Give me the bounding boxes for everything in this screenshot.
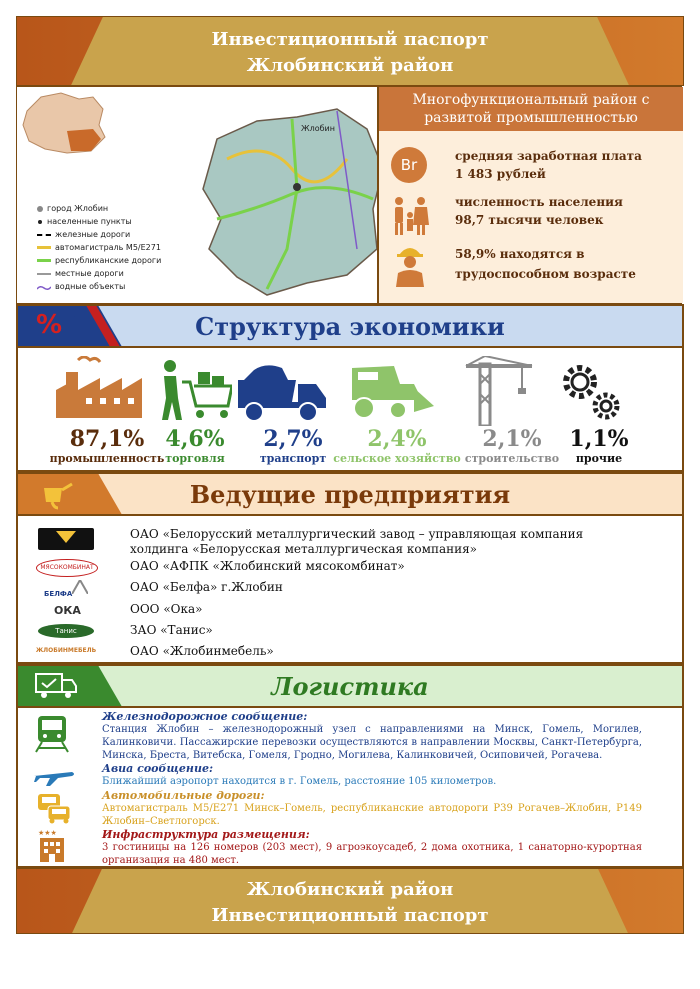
economy-label: торговля <box>165 452 225 465</box>
enterprises-title: Ведущие предприятия <box>189 480 511 509</box>
economy-label: транспорт <box>259 452 327 465</box>
economy-value: 2,4% <box>367 426 427 452</box>
myasokombinat-logo: МЯСОКОМБИНАТ <box>36 559 98 577</box>
profile-panel: Многофункциональный район с развитой промышленностью Br средняя заработная плата 1 483 рублей численность населения 98,7 тысячи человек 58,9% находятся в трудоспособном возрасте <box>377 87 683 303</box>
legend-item: местные дороги <box>37 269 124 278</box>
economy-value: 2,7% <box>263 426 323 452</box>
legend-item: республиканские дороги <box>37 256 161 265</box>
district-map <box>197 99 387 299</box>
gears-icon <box>556 358 626 426</box>
logistics-header <box>18 666 682 708</box>
economy-label: строительство <box>464 452 560 465</box>
crane-icon <box>464 356 534 426</box>
worker-icon <box>393 243 427 287</box>
economy-label: промышленность <box>49 452 165 465</box>
enterprise-name: ОАО «Белфа» г.Жлобин <box>130 580 283 594</box>
enterprises-header <box>18 474 682 516</box>
hotel-icon <box>34 828 70 862</box>
enterprise-name: ОАО «Белорусский металлургический завод – управляющая компания холдинга «Белорусская металлургическая компания» <box>130 527 584 556</box>
percent-icon: % <box>36 310 63 340</box>
legend-item: город Жлобин <box>37 204 108 213</box>
family-icon <box>389 195 431 237</box>
enterprise-name: ОАО «АФПК «Жлобинский мясокомбинат» <box>130 559 405 573</box>
footer-line1: Жлобинский район <box>246 879 454 900</box>
header-banner <box>16 16 684 86</box>
shopping-cart-icon <box>158 358 232 420</box>
factory-icon <box>56 356 142 418</box>
city-dot-icon <box>37 206 43 212</box>
enterprises-section <box>16 472 684 664</box>
overview-section <box>16 86 682 304</box>
economy-value: 87,1% <box>69 426 145 452</box>
enterprise-name: ООО «Ока» <box>130 602 203 616</box>
economy-header <box>18 306 682 348</box>
train-icon <box>32 714 72 754</box>
belfa-logo: БЕЛФА <box>44 580 94 598</box>
economy-value: 2,1% <box>482 426 542 452</box>
bmz-logo <box>38 528 94 550</box>
footer-banner <box>16 868 684 934</box>
local-road-icon <box>37 273 51 275</box>
oka-logo: ОКА <box>54 604 81 617</box>
economy-value: 1,1% <box>569 426 629 452</box>
enterprise-name: ОАО «Жлобинмебель» <box>130 644 274 658</box>
car-icon <box>36 792 72 824</box>
enterprise-name: ЗАО «Танис» <box>130 623 213 637</box>
economy-section <box>16 304 684 472</box>
economy-title: Структура экономики <box>195 312 505 341</box>
dump-truck-icon <box>236 364 326 422</box>
header-line1: Инвестиционный паспорт <box>211 29 489 50</box>
legend-item: железные дороги <box>37 230 130 239</box>
zhlobinmebel-logo: ЖЛОБИНМЕБЕЛЬ <box>35 647 97 654</box>
logistics-section: Логистика ★★★ Железнодорожное сообщение: Станция Жлобин – железнодорожный узел с направлениями на Минск, Гомель, Могилев, Калинковичи. Пассажирские перевозки осуществляются в направлении Москвы, Санкт-Петербурга, Минска, Бреста, Витебска, Гомеля, Гродно, Могилева, Калинковичей, Осиповичей, Рогачева. Авиа сообщение: Ближайший аэропорт находится в г. Гомель, расстояние 105 километров. Автомобильные дороги: Автомагистраль М5/Е271 Минск–Гомель, республиканские автодороги Р39 Рогачев–Жлобин, Р149 Жлобин–Светлогорск. Инфраструктура размещения: 3 гостиницы на 126 номеров (203 мест), 9 агроэкоусадеб, 2 дома охотника, 1 санаторно-курортная организация на 480 мест. <box>16 664 684 868</box>
republican-road-icon <box>37 259 51 262</box>
economy-label: сельское хозяйство <box>333 452 461 465</box>
logistics-title: Логистика <box>271 672 429 701</box>
ruble-coin-icon: Br <box>391 147 427 183</box>
tanis-logo: Танис <box>38 624 94 638</box>
highway-line-icon <box>37 246 51 249</box>
belarus-minimap <box>21 91 107 157</box>
header-line2: Жлобинский район <box>246 55 454 76</box>
city-label: Жлобин <box>301 124 335 133</box>
legend-item: водные объекты <box>37 282 125 291</box>
harvester-icon <box>348 360 434 422</box>
water-icon <box>37 284 51 290</box>
economy-value: 4,6% <box>165 426 225 452</box>
settlement-dot-icon <box>38 220 42 224</box>
airplane-icon <box>32 764 76 786</box>
legend-item: автомагистраль М5/Е271 <box>37 243 161 252</box>
footer-line2: Инвестиционный паспорт <box>211 905 489 926</box>
legend-item: населенные пункты <box>37 217 132 226</box>
profile-title: Многофункциональный район с развитой промышленностью <box>379 87 683 131</box>
svg-text:★★★: ★★★ <box>38 829 57 837</box>
railway-line-icon <box>37 234 51 236</box>
economy-label: прочие <box>575 452 623 465</box>
